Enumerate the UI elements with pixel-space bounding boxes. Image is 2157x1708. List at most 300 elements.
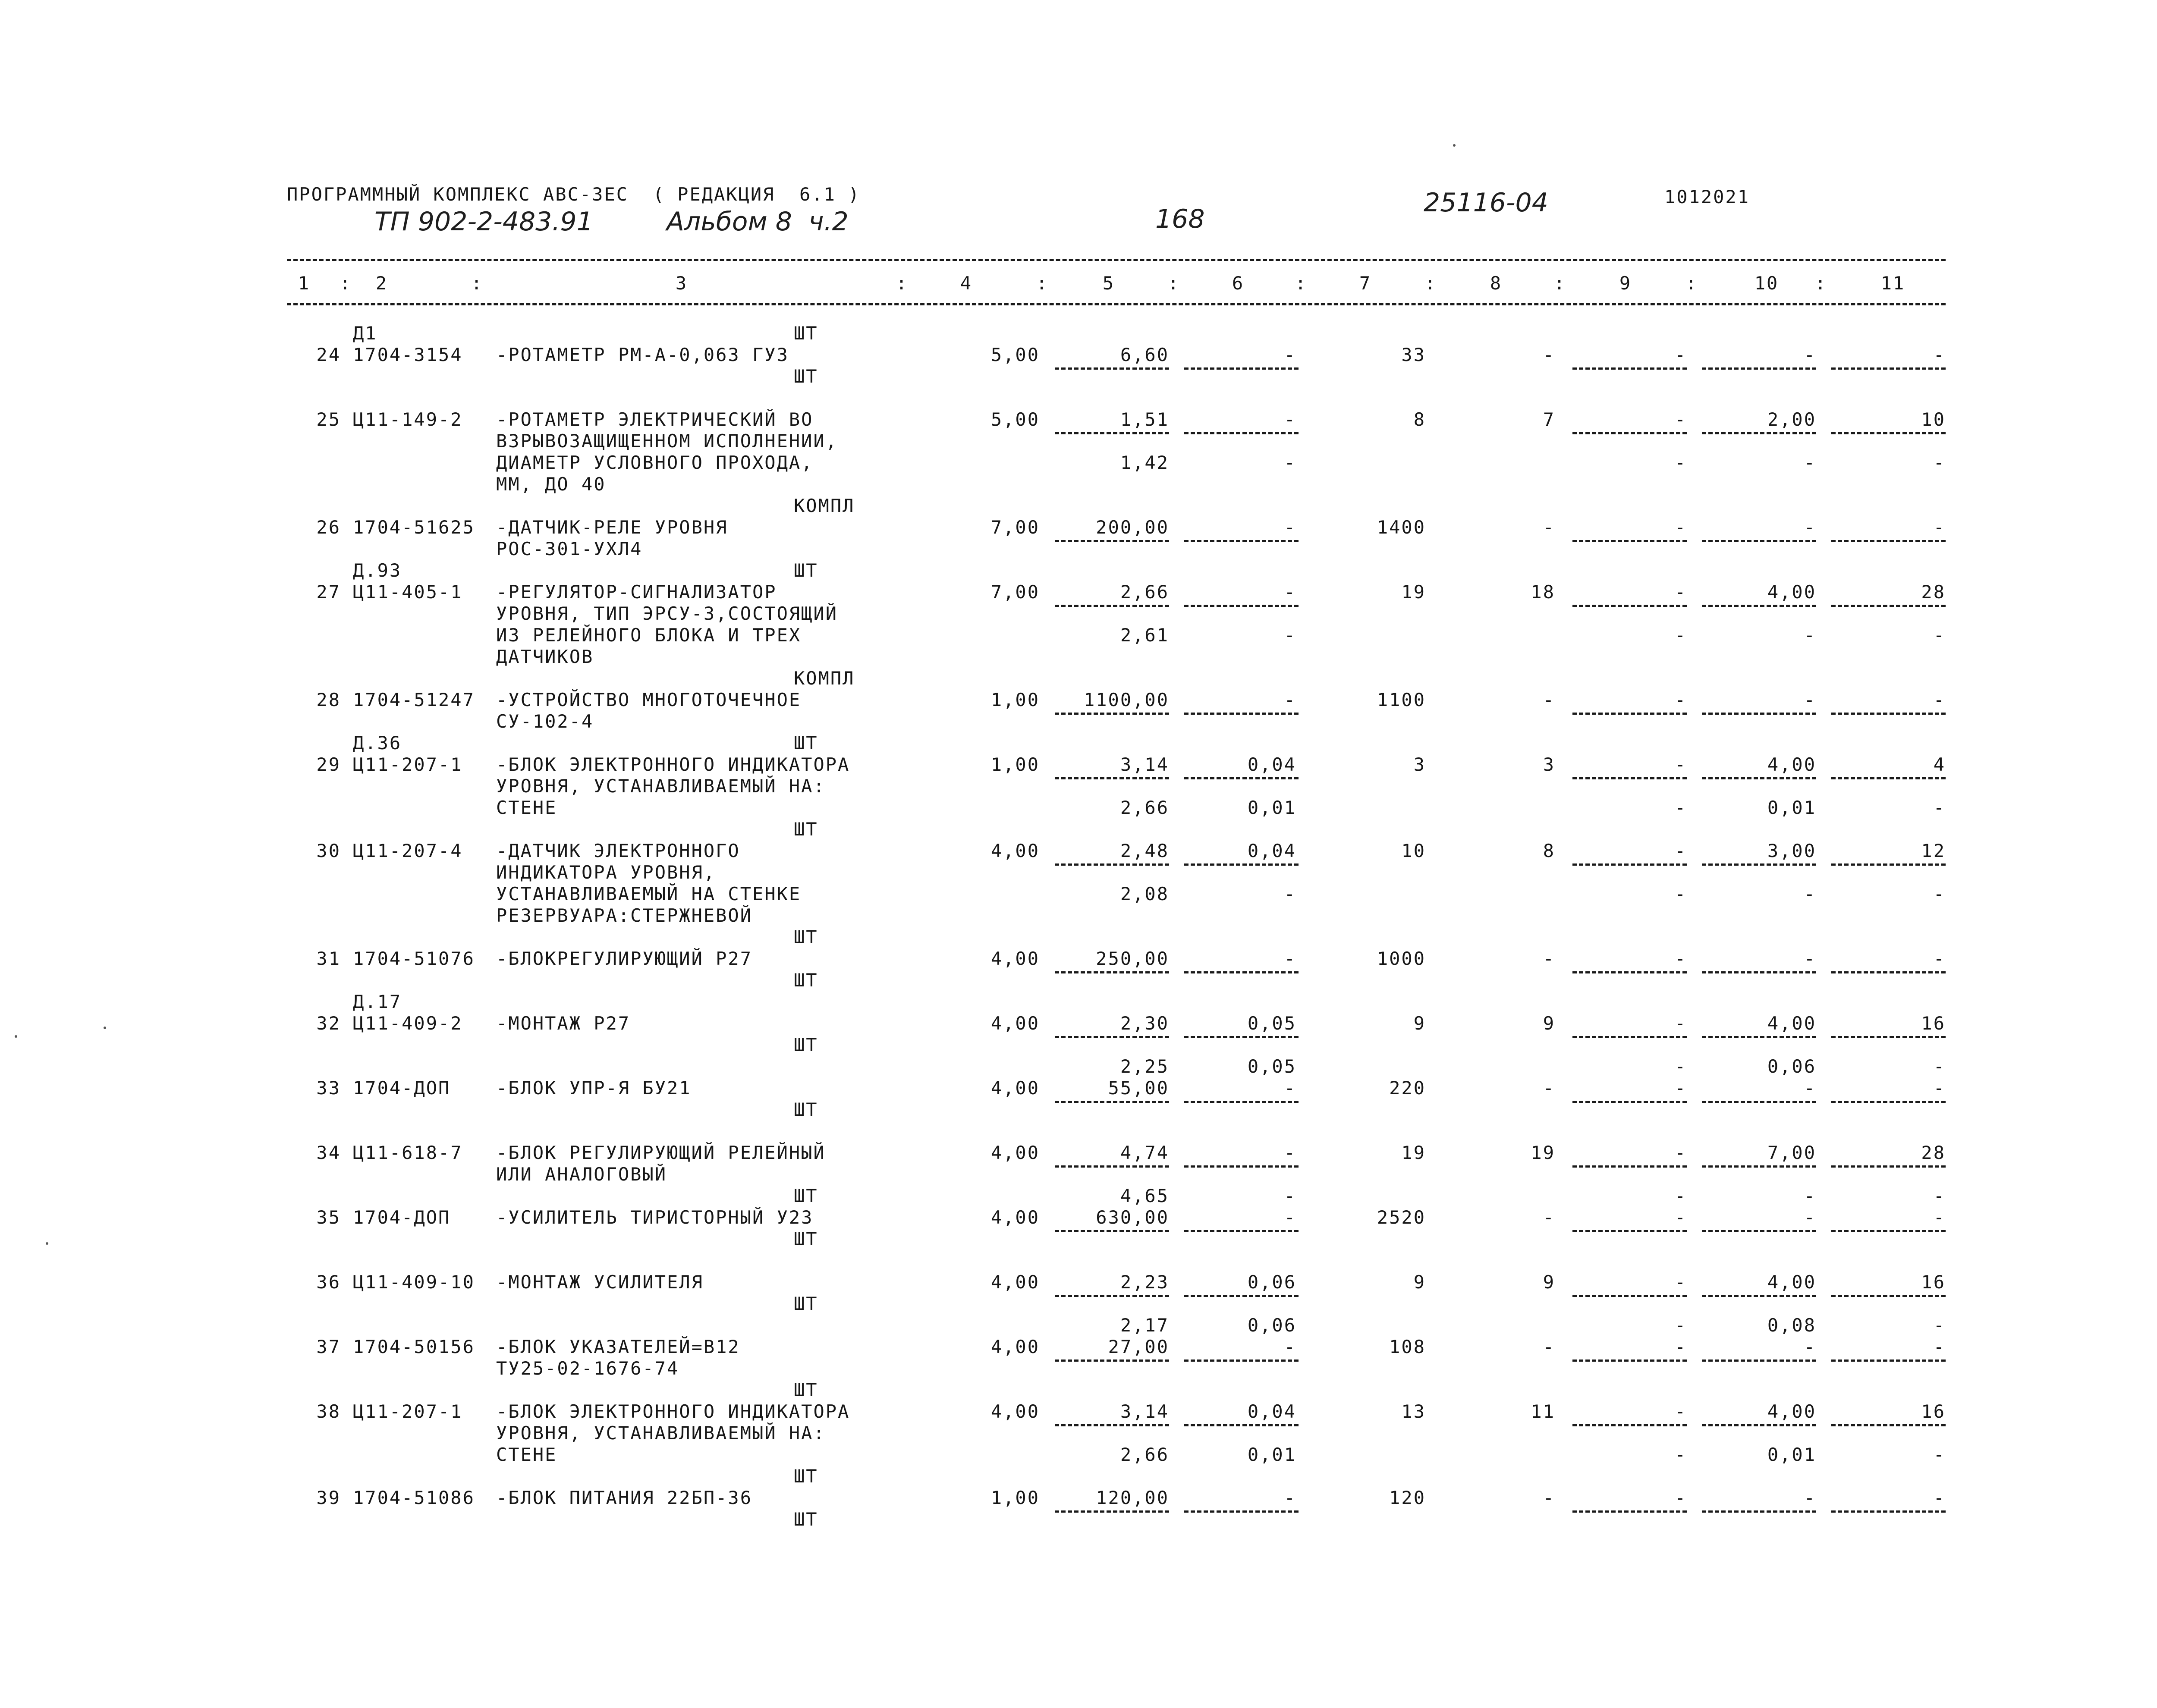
subtotal-rule xyxy=(1572,713,1687,715)
cell-col-4: 4,00 xyxy=(990,1401,1040,1422)
cell-col-9: - xyxy=(1674,1142,1687,1163)
column-separator: : xyxy=(1815,273,1827,294)
column-separator: : xyxy=(340,273,352,294)
cell-col-4: 4,00 xyxy=(990,1272,1040,1293)
column-separator: : xyxy=(896,273,909,294)
subtotal-rule xyxy=(1831,1230,1946,1232)
cell-col-4: 4,00 xyxy=(990,840,1040,861)
subtotal-rule xyxy=(1702,540,1816,542)
cell-col-6: 0,06 xyxy=(1247,1272,1296,1293)
cell-col-9-sub: - xyxy=(1674,625,1687,646)
unit-of-measure: КОМПЛ xyxy=(794,495,855,516)
cell-col-6-sub: 0,01 xyxy=(1247,797,1296,818)
subtotal-rule xyxy=(1702,777,1816,779)
cell-col-11: 16 xyxy=(1921,1272,1946,1293)
subtotal-rule xyxy=(1572,863,1687,866)
item-description-line: ДИАМЕТР УСЛОВНОГО ПРОХОДА, xyxy=(496,452,814,473)
cell-col-9: - xyxy=(1674,1487,1687,1508)
subtotal-rule xyxy=(1055,1230,1169,1232)
subtotal-rule xyxy=(1831,1036,1946,1038)
cell-col-9: - xyxy=(1674,409,1687,430)
unit-of-measure: ШТ xyxy=(794,1099,818,1120)
resource-code-note: Д.93 xyxy=(353,560,402,581)
subtotal-rule xyxy=(1831,1101,1946,1103)
item-description-line: -ДАТЧИК ЭЛЕКТРОННОГО xyxy=(496,840,740,861)
column-separator: : xyxy=(471,273,484,294)
subtotal-rule xyxy=(1184,1359,1299,1362)
item-description-line: -РЕГУЛЯТОР-СИГНАЛИЗАТОР xyxy=(496,581,777,603)
cell-col-4: 7,00 xyxy=(990,581,1040,603)
subtotal-rule xyxy=(1702,1295,1816,1297)
cell-col-6: - xyxy=(1284,1336,1296,1357)
cell-col-9: - xyxy=(1674,1077,1687,1099)
unit-of-measure: ШТ xyxy=(794,1228,818,1250)
subtotal-rule xyxy=(1184,1295,1299,1297)
subtotal-rule xyxy=(1572,1295,1687,1297)
handwritten-code: 25116-04 xyxy=(1424,188,1548,218)
cell-col-10-sub: - xyxy=(1804,625,1816,646)
cell-col-5: 2,48 xyxy=(1120,840,1169,861)
column-separator: : xyxy=(1554,273,1566,294)
cell-col-8: - xyxy=(1543,1487,1555,1508)
cell-col-9: - xyxy=(1674,754,1687,775)
cell-col-11-sub: - xyxy=(1933,452,1946,473)
subtotal-rule xyxy=(1184,367,1299,370)
cell-col-6: - xyxy=(1284,409,1296,430)
item-description-line: -МОНТАЖ УСИЛИТЕЛЯ xyxy=(496,1272,704,1293)
cell-col-6-sub: - xyxy=(1284,625,1296,646)
document-number: 1012021 xyxy=(1664,186,1750,207)
cell-col-11-sub: - xyxy=(1933,883,1946,904)
cell-col-10: 4,00 xyxy=(1767,1013,1816,1034)
column-separator: : xyxy=(1295,273,1308,294)
cell-col-4: 7,00 xyxy=(990,517,1040,538)
subtotal-rule xyxy=(1055,367,1169,370)
unit-of-measure: ШТ xyxy=(794,819,818,840)
cell-col-9: - xyxy=(1674,948,1687,969)
resource-code: Ц11-207-4 xyxy=(353,840,463,861)
cell-col-9-sub: - xyxy=(1674,1315,1687,1336)
cell-col-7: 19 xyxy=(1401,581,1426,603)
cell-col-9: - xyxy=(1674,689,1687,710)
subtotal-rule xyxy=(1184,1101,1299,1103)
row-number: 31 xyxy=(316,948,341,969)
subtotal-rule xyxy=(1831,1295,1946,1297)
resource-code: 1704-51625 xyxy=(353,517,475,538)
cell-col-7: 13 xyxy=(1401,1401,1426,1422)
item-description-line: -БЛОК ПИТАНИЯ 22БП-36 xyxy=(496,1487,753,1508)
scan-speck xyxy=(46,1242,48,1245)
item-description-line: СТЕНЕ xyxy=(496,1444,557,1465)
item-description-line: ИЗ РЕЛЕЙНОГО БЛОКА И ТРЕХ xyxy=(496,625,802,646)
subtotal-rule xyxy=(1055,863,1169,866)
cell-col-10: 4,00 xyxy=(1767,754,1816,775)
resource-code: Ц11-409-10 xyxy=(353,1272,475,1293)
unit-of-measure: ШТ xyxy=(794,560,818,581)
item-description-line: -РОТАМЕТР ЭЛЕКТРИЧЕСКИЙ ВО xyxy=(496,409,814,430)
subtotal-rule xyxy=(1831,777,1946,779)
cell-col-6-sub: 0,05 xyxy=(1247,1056,1296,1077)
cell-col-5: 2,30 xyxy=(1120,1013,1169,1034)
resource-code: 1704-ДОП xyxy=(353,1077,451,1099)
resource-code: 1704-51247 xyxy=(353,689,475,710)
item-description-line: ИНДИКАТОРА УРОВНЯ, xyxy=(496,862,716,883)
cell-col-6: - xyxy=(1284,581,1296,603)
subtotal-rule xyxy=(1831,971,1946,973)
item-description-line: -БЛОКРЕГУЛИРУЮЩИЙ Р27 xyxy=(496,948,753,969)
subtotal-rule xyxy=(1572,605,1687,607)
cell-col-8: - xyxy=(1543,344,1555,365)
resource-code: Ц11-149-2 xyxy=(353,409,463,430)
subtotal-rule xyxy=(1702,1230,1816,1232)
subtotal-rule xyxy=(1055,1510,1169,1513)
cell-col-11: - xyxy=(1933,344,1946,365)
subtotal-rule xyxy=(1055,777,1169,779)
subtotal-rule xyxy=(1572,1165,1687,1168)
cell-col-5-sub: 2,66 xyxy=(1120,797,1169,818)
subtotal-rule xyxy=(1831,1165,1946,1168)
row-number: 39 xyxy=(316,1487,341,1508)
subtotal-rule xyxy=(1572,540,1687,542)
item-description-line: -БЛОК ЭЛЕКТРОННОГО ИНДИКАТОРА xyxy=(496,1401,850,1422)
cell-col-8: 19 xyxy=(1531,1142,1555,1163)
cell-col-8: 11 xyxy=(1531,1401,1555,1422)
unit-of-measure: ШТ xyxy=(794,926,818,948)
row-number: 36 xyxy=(316,1272,341,1293)
resource-code: 1704-50156 xyxy=(353,1336,475,1357)
column-header-7: 7 xyxy=(1359,273,1372,294)
scan-speck xyxy=(15,1035,17,1038)
unit-of-measure: ШТ xyxy=(794,970,818,991)
cell-col-5-sub: 4,65 xyxy=(1120,1185,1169,1206)
subtotal-rule xyxy=(1055,713,1169,715)
subtotal-rule xyxy=(1831,1424,1946,1426)
subtotal-rule xyxy=(1184,432,1299,434)
subtotal-rule xyxy=(1702,1036,1816,1038)
cell-col-11: 4 xyxy=(1933,754,1946,775)
cell-col-10-sub: 0,01 xyxy=(1767,797,1816,818)
cell-col-6-sub: 0,06 xyxy=(1247,1315,1296,1336)
cell-col-8: - xyxy=(1543,948,1555,969)
cell-col-8: - xyxy=(1543,1077,1555,1099)
cell-col-7: 9 xyxy=(1413,1013,1426,1034)
cell-col-11: 16 xyxy=(1921,1401,1946,1422)
item-description-line: -БЛОК УКАЗАТЕЛЕЙ=В12 xyxy=(496,1336,740,1357)
cell-col-4: 4,00 xyxy=(990,1013,1040,1034)
item-description-line: УСТАНАВЛИВАЕМЫЙ НА СТЕНКЕ xyxy=(496,883,802,904)
cell-col-10: - xyxy=(1804,948,1816,969)
cell-col-10-sub: 0,01 xyxy=(1767,1444,1816,1465)
row-number: 32 xyxy=(316,1013,341,1034)
resource-code: Ц11-618-7 xyxy=(353,1142,463,1163)
row-number: 25 xyxy=(316,409,341,430)
cell-col-6: - xyxy=(1284,1142,1296,1163)
subtotal-rule xyxy=(1572,1510,1687,1513)
cell-col-9: - xyxy=(1674,1272,1687,1293)
subtotal-rule xyxy=(1572,432,1687,434)
item-description-line: УРОВНЯ, УСТАНАВЛИВАЕМЫЙ НА: xyxy=(496,776,826,797)
cell-col-5: 27,00 xyxy=(1108,1336,1169,1357)
cell-col-4: 5,00 xyxy=(990,409,1040,430)
cell-col-5: 1100,00 xyxy=(1083,689,1169,710)
cell-col-7: 33 xyxy=(1401,344,1426,365)
item-description-line: -МОНТАЖ Р27 xyxy=(496,1013,631,1034)
cell-col-6: 0,05 xyxy=(1247,1013,1296,1034)
cell-col-7: 10 xyxy=(1401,840,1426,861)
cell-col-10: 4,00 xyxy=(1767,1272,1816,1293)
cell-col-11: - xyxy=(1933,1077,1946,1099)
handwritten-page-number: 168 xyxy=(1155,204,1205,234)
subtotal-rule xyxy=(1572,1359,1687,1362)
cell-col-8: - xyxy=(1543,517,1555,538)
resource-code: 1704-3154 xyxy=(353,344,463,365)
item-description-line: ВЗРЫВОЗАЩИЩЕННОМ ИСПОЛНЕНИИ, xyxy=(496,430,838,452)
subtotal-rule xyxy=(1184,1510,1299,1513)
cell-col-5: 3,14 xyxy=(1120,1401,1169,1422)
subtotal-rule xyxy=(1055,1165,1169,1168)
cell-col-9: - xyxy=(1674,1207,1687,1228)
cell-col-4: 4,00 xyxy=(990,1207,1040,1228)
column-header-2: 2 xyxy=(375,273,388,294)
cell-col-11: - xyxy=(1933,517,1946,538)
handwritten-album: Альбом 8 ч.2 xyxy=(667,207,849,237)
cell-col-4: 1,00 xyxy=(990,689,1040,710)
cell-col-11: - xyxy=(1933,689,1946,710)
subtotal-rule xyxy=(1831,540,1946,542)
subtotal-rule xyxy=(1831,367,1946,370)
scan-speck xyxy=(104,1027,106,1029)
cell-col-6: - xyxy=(1284,948,1296,969)
subtotal-rule xyxy=(1055,971,1169,973)
handwritten-project-number: ТП 902-2-483.91 xyxy=(374,207,593,237)
cell-col-6-sub: - xyxy=(1284,452,1296,473)
subtotal-rule xyxy=(1184,713,1299,715)
column-header-3: 3 xyxy=(675,273,688,294)
cell-col-6: - xyxy=(1284,344,1296,365)
subtotal-rule xyxy=(1055,605,1169,607)
unit-of-measure: ШТ xyxy=(794,1466,818,1487)
cell-col-8: 8 xyxy=(1543,840,1555,861)
column-separator: : xyxy=(1685,273,1698,294)
cell-col-8: 9 xyxy=(1543,1272,1555,1293)
cell-col-7: 1100 xyxy=(1377,689,1426,710)
subtotal-rule xyxy=(1055,1101,1169,1103)
column-header-9: 9 xyxy=(1619,273,1632,294)
unit-of-measure: ШТ xyxy=(794,1185,818,1206)
cell-col-5: 120,00 xyxy=(1096,1487,1169,1508)
cell-col-9: - xyxy=(1674,1401,1687,1422)
cell-col-5: 4,74 xyxy=(1120,1142,1169,1163)
table-top-rule xyxy=(287,259,1946,261)
item-description-line: УРОВНЯ, ТИП ЭРСУ-3,СОСТОЯЩИЙ xyxy=(496,603,838,624)
column-separator: : xyxy=(1036,273,1049,294)
cell-col-5-sub: 2,66 xyxy=(1120,1444,1169,1465)
subtotal-rule xyxy=(1702,1510,1816,1513)
table-header-rule xyxy=(287,303,1946,305)
column-header-1: 1 xyxy=(298,273,311,294)
cell-col-4: 4,00 xyxy=(990,1336,1040,1357)
cell-col-9-sub: - xyxy=(1674,1056,1687,1077)
subtotal-rule xyxy=(1702,367,1816,370)
resource-code-note: Д1 xyxy=(353,323,377,344)
cell-col-10: - xyxy=(1804,1077,1816,1099)
unit-of-measure: ШТ xyxy=(794,323,818,344)
cell-col-4: 5,00 xyxy=(990,344,1040,365)
column-header-6: 6 xyxy=(1232,273,1245,294)
cell-col-4: 4,00 xyxy=(990,948,1040,969)
cell-col-9-sub: - xyxy=(1674,1185,1687,1206)
item-description-line: -БЛОК УПР-Я БУ21 xyxy=(496,1077,692,1099)
subtotal-rule xyxy=(1055,1424,1169,1426)
subtotal-rule xyxy=(1572,1036,1687,1038)
subtotal-rule xyxy=(1184,605,1299,607)
item-description-line: ММ, ДО 40 xyxy=(496,474,606,495)
row-number: 30 xyxy=(316,840,341,861)
cell-col-9: - xyxy=(1674,517,1687,538)
cell-col-10-sub: 0,06 xyxy=(1767,1056,1816,1077)
cell-col-7: 220 xyxy=(1389,1077,1426,1099)
cell-col-7: 1000 xyxy=(1377,948,1426,969)
column-separator: : xyxy=(1424,273,1437,294)
subtotal-rule xyxy=(1572,971,1687,973)
cell-col-6: - xyxy=(1284,1077,1296,1099)
row-number: 35 xyxy=(316,1207,341,1228)
subtotal-rule xyxy=(1572,777,1687,779)
subtotal-rule xyxy=(1055,1359,1169,1362)
subtotal-rule xyxy=(1702,1424,1816,1426)
cell-col-10: 4,00 xyxy=(1767,1401,1816,1422)
resource-code: 1704-51076 xyxy=(353,948,475,969)
cell-col-4: 1,00 xyxy=(990,754,1040,775)
column-separator: : xyxy=(1168,273,1180,294)
row-number: 38 xyxy=(316,1401,341,1422)
cell-col-10: - xyxy=(1804,1207,1816,1228)
item-description-line: -УСИЛИТЕЛЬ ТИРИСТОРНЫЙ У23 xyxy=(496,1207,814,1228)
cell-col-5: 200,00 xyxy=(1096,517,1169,538)
subtotal-rule xyxy=(1831,1510,1946,1513)
row-number: 24 xyxy=(316,344,341,365)
cell-col-5: 55,00 xyxy=(1108,1077,1169,1099)
resource-code: 1704-ДОП xyxy=(353,1207,451,1228)
item-description-line: -БЛОК ЭЛЕКТРОННОГО ИНДИКАТОРА xyxy=(496,754,850,775)
cell-col-7: 19 xyxy=(1401,1142,1426,1163)
cell-col-11: - xyxy=(1933,1336,1946,1357)
subtotal-rule xyxy=(1572,1101,1687,1103)
cell-col-9: - xyxy=(1674,1013,1687,1034)
subtotal-rule xyxy=(1184,863,1299,866)
row-number: 37 xyxy=(316,1336,341,1357)
cell-col-6: - xyxy=(1284,1487,1296,1508)
cell-col-11-sub: - xyxy=(1933,797,1946,818)
cell-col-9: - xyxy=(1674,344,1687,365)
cell-col-11-sub: - xyxy=(1933,1444,1946,1465)
cell-col-10-sub: 0,08 xyxy=(1767,1315,1816,1336)
unit-of-measure: ШТ xyxy=(794,1293,818,1314)
cell-col-11: 28 xyxy=(1921,581,1946,603)
cell-col-10-sub: - xyxy=(1804,883,1816,904)
cell-col-5-sub: 2,25 xyxy=(1120,1056,1169,1077)
cell-col-5-sub: 1,42 xyxy=(1120,452,1169,473)
item-description-line: РЕЗЕРВУАРА:СТЕРЖНЕВОЙ xyxy=(496,905,753,926)
subtotal-rule xyxy=(1184,777,1299,779)
item-description-line: СТЕНЕ xyxy=(496,797,557,818)
scan-speck xyxy=(1453,144,1456,147)
cell-col-7: 8 xyxy=(1413,409,1426,430)
resource-code: 1704-51086 xyxy=(353,1487,475,1508)
row-number: 33 xyxy=(316,1077,341,1099)
cell-col-9-sub: - xyxy=(1674,1444,1687,1465)
subtotal-rule xyxy=(1831,713,1946,715)
cell-col-9-sub: - xyxy=(1674,797,1687,818)
subtotal-rule xyxy=(1184,1230,1299,1232)
item-description-line: РОС-301-УХЛ4 xyxy=(496,538,643,559)
item-description-line: -БЛОК РЕГУЛИРУЮЩИЙ РЕЛЕЙНЫЙ xyxy=(496,1142,826,1163)
cell-col-10-sub: - xyxy=(1804,452,1816,473)
subtotal-rule xyxy=(1572,1424,1687,1426)
cell-col-5: 2,23 xyxy=(1120,1272,1169,1293)
cell-col-8: 3 xyxy=(1543,754,1555,775)
column-header-11: 11 xyxy=(1880,273,1905,294)
subtotal-rule xyxy=(1184,1424,1299,1426)
cell-col-7: 120 xyxy=(1389,1487,1426,1508)
item-description-line: ТУ25-02-1676-74 xyxy=(496,1358,679,1379)
resource-code: Ц11-207-1 xyxy=(353,1401,463,1422)
subtotal-rule xyxy=(1831,605,1946,607)
cell-col-9: - xyxy=(1674,581,1687,603)
cell-col-7: 9 xyxy=(1413,1272,1426,1293)
cell-col-6: - xyxy=(1284,517,1296,538)
cell-col-10: - xyxy=(1804,517,1816,538)
unit-of-measure: ШТ xyxy=(794,1509,818,1530)
subtotal-rule xyxy=(1702,863,1816,866)
column-header-10: 10 xyxy=(1754,273,1779,294)
cell-col-5: 3,14 xyxy=(1120,754,1169,775)
row-number: 28 xyxy=(316,689,341,710)
cell-col-4: 4,00 xyxy=(990,1142,1040,1163)
cell-col-5-sub: 2,61 xyxy=(1120,625,1169,646)
cell-col-7: 2520 xyxy=(1377,1207,1426,1228)
cell-col-10: - xyxy=(1804,344,1816,365)
subtotal-rule xyxy=(1702,1165,1816,1168)
cell-col-6: - xyxy=(1284,689,1296,710)
subtotal-rule xyxy=(1702,1101,1816,1103)
unit-of-measure: ШТ xyxy=(794,366,818,387)
resource-code: Ц11-405-1 xyxy=(353,581,463,603)
resource-code-note: Д.17 xyxy=(353,991,402,1012)
cell-col-5: 1,51 xyxy=(1120,409,1169,430)
cell-col-10: 4,00 xyxy=(1767,581,1816,603)
cell-col-10: 3,00 xyxy=(1767,840,1816,861)
subtotal-rule xyxy=(1831,1359,1946,1362)
cell-col-11: - xyxy=(1933,948,1946,969)
cell-col-8: - xyxy=(1543,1207,1555,1228)
cell-col-8: 9 xyxy=(1543,1013,1555,1034)
cell-col-11: 12 xyxy=(1921,840,1946,861)
cell-col-4: 1,00 xyxy=(990,1487,1040,1508)
subtotal-rule xyxy=(1702,432,1816,434)
cell-col-5: 2,66 xyxy=(1120,581,1169,603)
cell-col-6-sub: - xyxy=(1284,883,1296,904)
row-number: 26 xyxy=(316,517,341,538)
cell-col-8: 7 xyxy=(1543,409,1555,430)
cell-col-11-sub: - xyxy=(1933,625,1946,646)
cell-col-11-sub: - xyxy=(1933,1056,1946,1077)
row-number: 27 xyxy=(316,581,341,603)
cell-col-7: 108 xyxy=(1389,1336,1426,1357)
subtotal-rule xyxy=(1702,713,1816,715)
cell-col-5: 6,60 xyxy=(1120,344,1169,365)
cell-col-11: 28 xyxy=(1921,1142,1946,1163)
